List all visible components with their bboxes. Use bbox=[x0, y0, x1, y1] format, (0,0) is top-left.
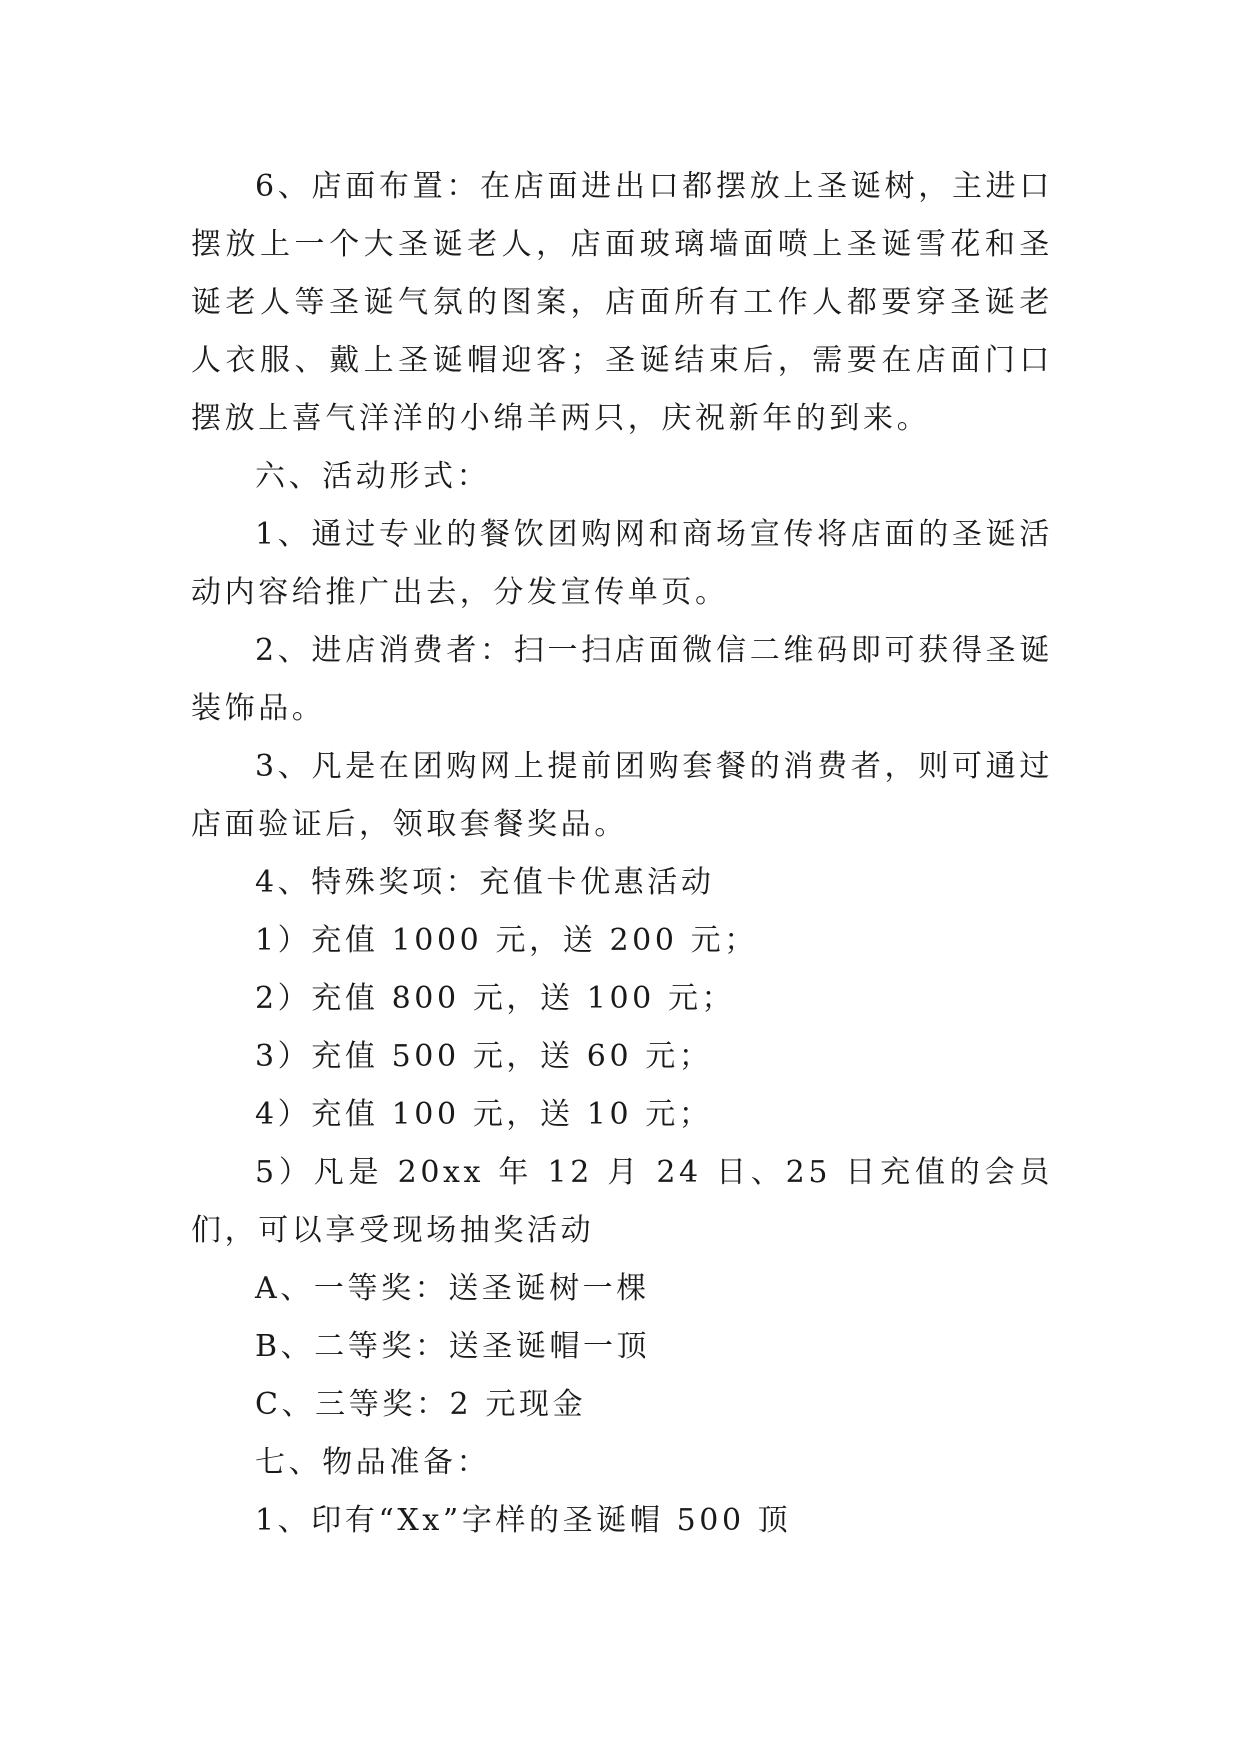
prize-third: C、三等奖：2 元现金 bbox=[255, 1387, 587, 1422]
list-item-recharge-1000: 1）充值 1000 元，送 200 元； bbox=[255, 923, 758, 958]
heading-activity-form: 六、活动形式： bbox=[255, 459, 491, 494]
paragraph-group-buy: 3、凡是在团购网上提前团购套餐的消费者，则可通过店面验证后，领取套餐奖品。 bbox=[191, 749, 1053, 842]
list-item-lottery: 5）凡是 20xx 年 12 月 24 日、25 日充值的会员们，可以享受现场抽奖活动 bbox=[191, 1155, 1053, 1248]
list-item-recharge-100: 4）充值 100 元，送 10 元； bbox=[255, 1097, 713, 1132]
document-page bbox=[191, 158, 1053, 1550]
paragraph-special-prize: 4、特殊奖项：充值卡优惠活动 bbox=[255, 865, 715, 900]
paragraph-christmas-hats: 1、印有“Xx”字样的圣诞帽 500 顶 bbox=[255, 1503, 792, 1538]
list-item-recharge-500: 3）充值 500 元，送 60 元； bbox=[255, 1039, 713, 1074]
paragraph-promotion: 1、通过专业的餐饮团购网和商场宣传将店面的圣诞活动内容给推广出去，分发宣传单页。 bbox=[191, 517, 1053, 610]
prize-second: B、二等奖：送圣诞帽一顶 bbox=[255, 1329, 651, 1364]
paragraph-storefront-decoration: 6、店面布置：在店面进出口都摆放上圣诞树，主进口摆放上一个大圣诞老人，店面玻璃墙面喷上圣诞雪花和圣诞老人等圣诞气氛的图案，店面所有工作人都要穿圣诞老人衣服、戴上圣诞帽迎客；圣诞结束后，需要在店面门口摆放上喜气洋洋的小绵羊两只，庆祝新年的到来。 bbox=[191, 169, 1053, 436]
heading-item-preparation: 七、物品准备： bbox=[255, 1445, 491, 1480]
paragraph-wechat-scan: 2、进店消费者：扫一扫店面微信二维码即可获得圣诞装饰品。 bbox=[191, 633, 1053, 726]
prize-first: A、一等奖：送圣诞树一棵 bbox=[255, 1271, 650, 1306]
list-item-recharge-800: 2）充值 800 元，送 100 元； bbox=[255, 981, 736, 1016]
